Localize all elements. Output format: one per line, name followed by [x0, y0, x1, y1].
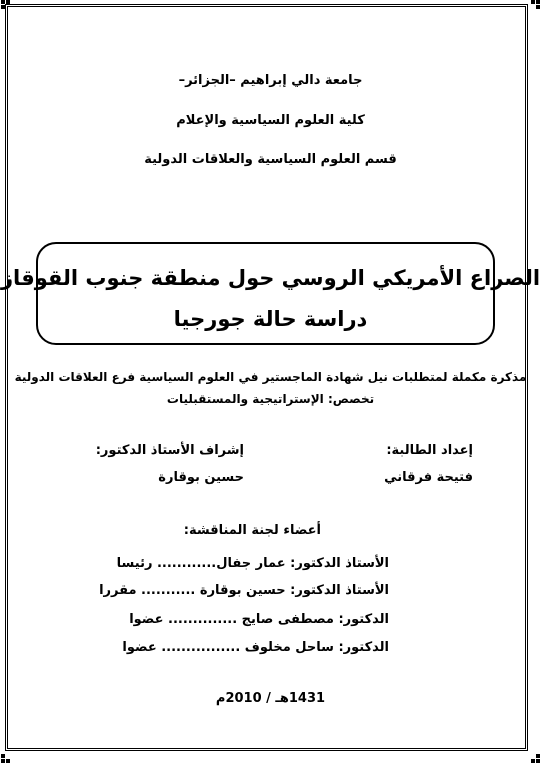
student-label: إعداد الطالبة:: [386, 443, 473, 458]
corner-ornament: [526, 749, 540, 763]
corner-ornament: [1, 749, 15, 763]
corner-ornament: [1, 0, 15, 14]
committee-member: الأستاذ الدكتور: عمار جفال............ رئيسا: [116, 556, 389, 571]
thesis-description: مذكرة مكملة لمتطلبات نيل شهادة الماجستير في العلوم السياسية فرع العلاقات الدولية: [14, 370, 527, 384]
student-name: فتيحة فرقاني: [384, 470, 473, 485]
committee-member: الأستاذ الدكتور: حسين بوقارة ........... مقررا: [99, 583, 389, 598]
department-name: قسم العلوم السياسية والعلاقات الدولية: [144, 152, 397, 167]
corner-ornament: [526, 0, 540, 14]
specialization: تخصص: الإستراتيجية والمستقبليات: [166, 392, 375, 406]
supervisor-label: إشراف الأستاذ الدكتور:: [95, 443, 244, 458]
faculty-name: كلية العلوم السياسية والإعلام: [176, 113, 365, 128]
thesis-subtitle: دراسة حالة جورجيا: [173, 307, 368, 331]
committee-member: الدكتور: ساحل مخلوف ................ عضوا: [122, 640, 389, 655]
thesis-title: الصراع الأمريكي الروسي حول منطقة جنوب القوقاز: [0, 266, 541, 290]
committee-member: الدكتور: مصطفى صايج .............. عضوا: [129, 612, 389, 627]
defense-date: 1431هـ / 2010م: [215, 691, 326, 706]
university-name: جامعة دالي إبراهيم –الجزائر–: [178, 73, 363, 88]
supervisor-name: حسين بوقارة: [158, 470, 244, 485]
committee-title: أعضاء لجنة المناقشة:: [183, 523, 321, 538]
